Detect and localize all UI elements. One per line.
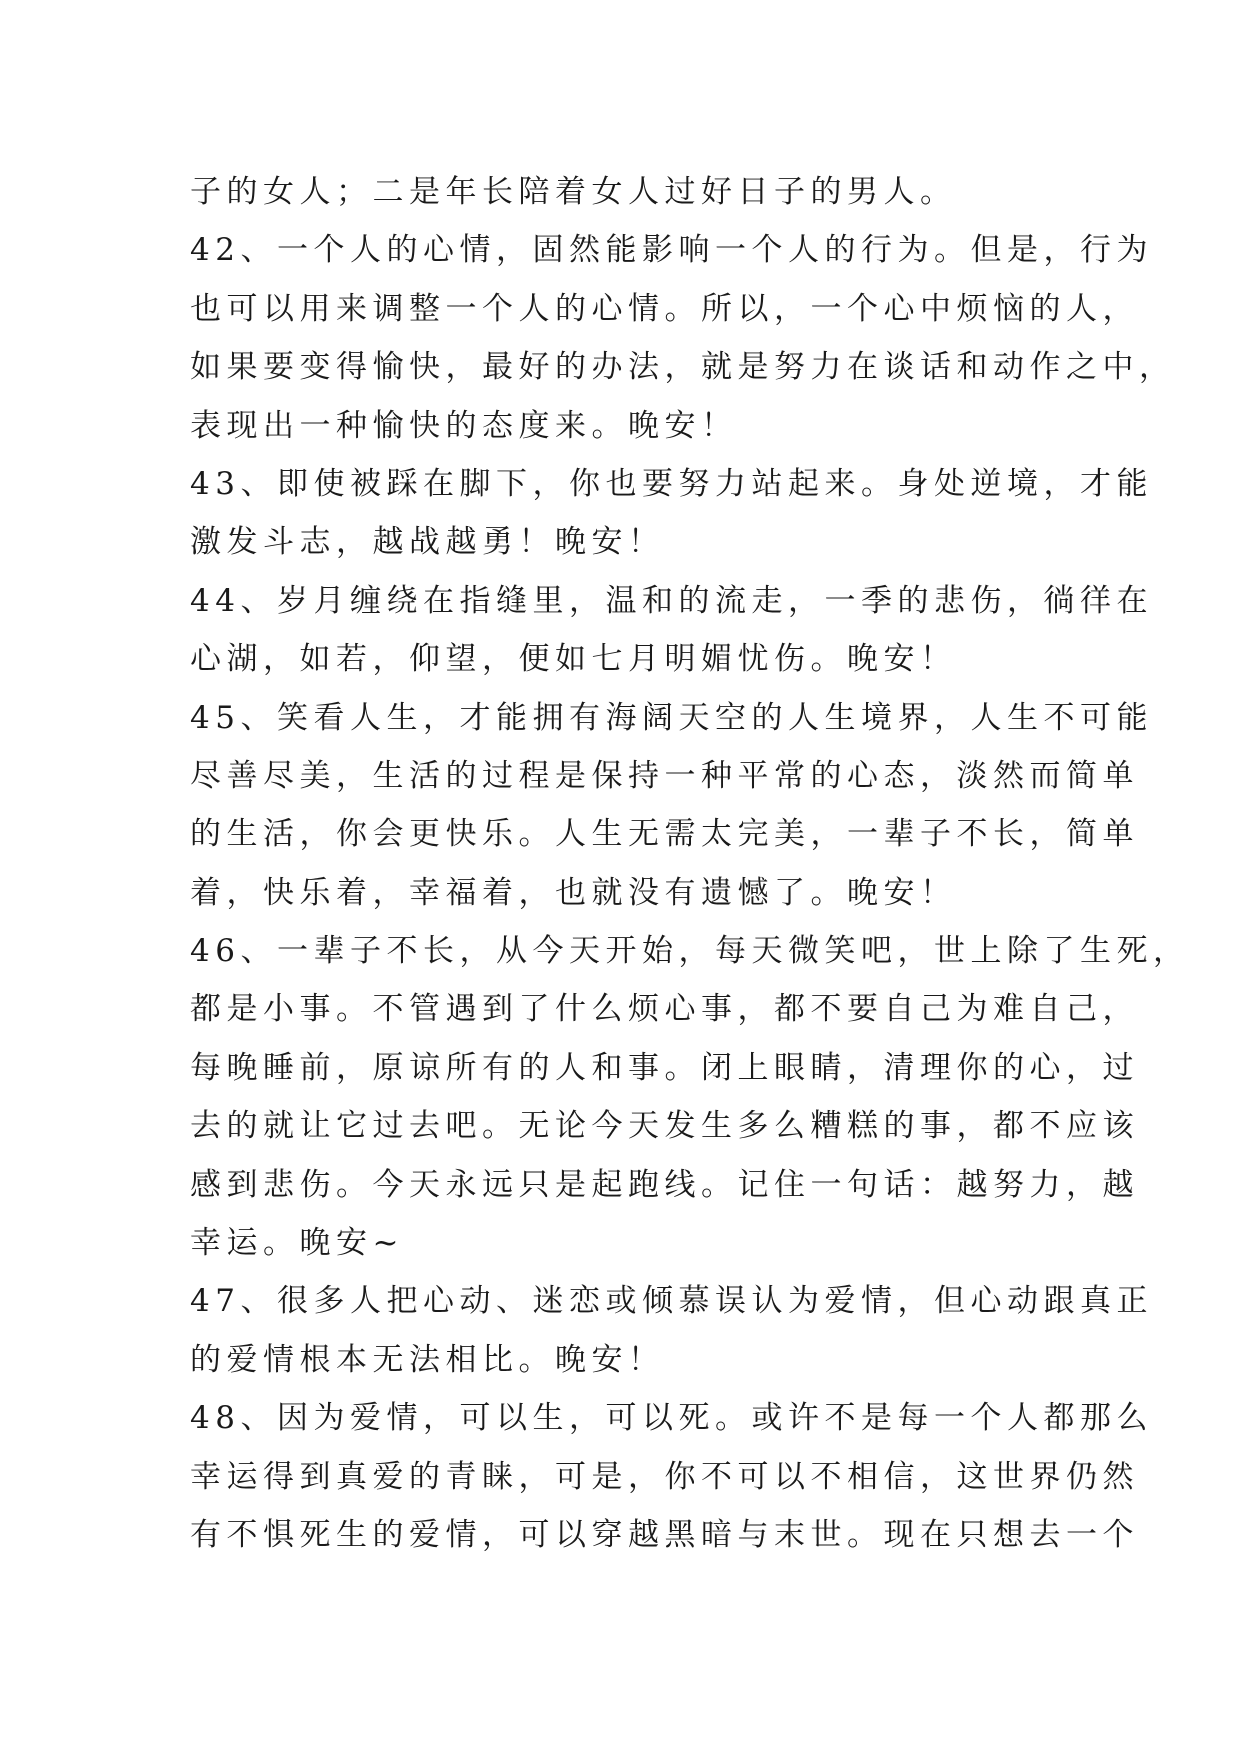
text-line: 幸运。晚安~ [190, 1225, 404, 1262]
text-line: 感到悲伤。今天永远只是起跑线。记住一句话：越努力，越 [190, 1166, 1139, 1203]
text-line: 尽善尽美，生活的过程是保持一种平常的心态，淡然而简单 [190, 757, 1139, 794]
text-line: 如果要变得愉快，最好的办法，就是努力在谈话和动作之中， [190, 349, 1176, 386]
text-line: 47、很多人把心动、迷恋或倾慕误认为爱情，但心动跟真正 [190, 1283, 1153, 1320]
text-line: 激发斗志，越战越勇！晚安！ [190, 524, 665, 561]
text-line: 去的就让它过去吧。无论今天发生多么糟糕的事，都不应该 [190, 1108, 1139, 1145]
text-line: 着，快乐着，幸福着，也就没有遗憾了。晚安！ [190, 874, 957, 911]
text-line: 43、即使被踩在脚下，你也要努力站起来。身处逆境，才能 [190, 465, 1153, 502]
text-line: 心湖，如若，仰望，便如七月明媚忧伤。晚安！ [190, 641, 957, 678]
text-line: 有不惧死生的爱情，可以穿越黑暗与末世。现在只想去一个 [190, 1516, 1139, 1553]
text-line: 也可以用来调整一个人的心情。所以，一个心中烦恼的人， [190, 290, 1139, 327]
text-line: 表现出一种愉快的态度来。晚安！ [190, 407, 738, 444]
text-line: 46、一辈子不长，从今天开始，每天微笑吧，世上除了生死， [190, 933, 1190, 970]
text-line: 44、岁月缠绕在指缝里，温和的流走，一季的悲伤，徜徉在 [190, 582, 1153, 619]
text-line: 42、一个人的心情，固然能影响一个人的行为。但是，行为 [190, 232, 1153, 269]
body-text [190, 163, 1190, 1564]
text-line: 子的女人；二是年长陪着女人过好日子的男人。 [190, 174, 957, 210]
text-line: 的爱情根本无法相比。晚安！ [190, 1341, 665, 1378]
text-line: 每晚睡前，原谅所有的人和事。闭上眼睛，清理你的心，过 [190, 1049, 1139, 1086]
text-line: 的生活，你会更快乐。人生无需太完美，一辈子不长，简单 [190, 816, 1139, 853]
text-line: 幸运得到真爱的青睐，可是，你不可以不相信，这世界仍然 [190, 1458, 1139, 1495]
text-line: 48、因为爱情，可以生，可以死。或许不是每一个人都那么 [190, 1400, 1153, 1437]
text-line: 都是小事。不管遇到了什么烦心事，都不要自己为难自己， [190, 991, 1139, 1028]
text-line: 45、笑看人生，才能拥有海阔天空的人生境界，人生不可能 [190, 699, 1153, 736]
